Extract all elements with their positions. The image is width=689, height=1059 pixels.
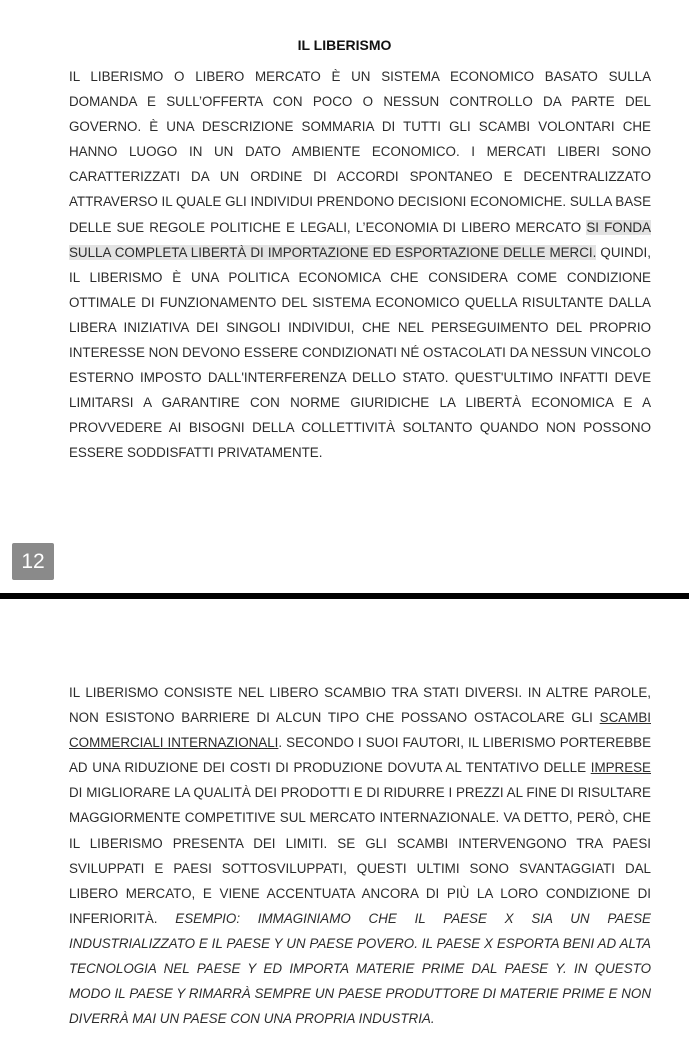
paragraph-free-trade-text-a: IL LIBERISMO CONSISTE NEL LIBERO SCAMBIO TRA STATI DIVERSI. IN ALTRE PAROLE, NON ESISTONO BARRIERE DI ALCUN TIPO CHE POSSANO OSTACOLARE GLI [69, 685, 651, 726]
paragraph-intro-text-a: IL LIBERISMO O LIBERO MERCATO È UN SISTEMA ECONOMICO BASATO SULLA DOMANDA E SULL’OFFERTA CON POCO O NESSUN CONTROLLO DA PARTE DEL GOVERNO. È UNA DESCRIZIONE SOMMARIA DI TUTTI GLI SCAMBI VOLONTARI CHE HANNO LUOGO IN UN DATO AMBIENTE ECONOMICO. I MERCATI LIBERI SONO CARATTERIZZATI DA UN ORDINE DI ACCORDI SPONTANEO E DECENTRALIZZATO ATTRAVERSO IL QUALE GLI INDIVIDUI PRENDONO DECISIONI ECONOMICHE. SULLA BASE DELLE SUE REGOLE POLITICHE E LEGALI, L’ECONOMIA DI LIBERO MERCATO [69, 69, 651, 235]
link-scambi-commerciali[interactable]: SCAMBI COMMERCIALI INTERNAZIONALI [69, 710, 651, 751]
example-text: ESEMPIO: IMMAGINIAMO CHE IL PAESE X SIA UN PAESE INDUSTRIALIZZATO E IL PAESE Y UN PAESE POVERO. IL PAESE X ESPORTA BENI AD ALTA TECNOLOGIA NEL PAESE Y ED IMPORTA MATERIE PRIME DAL PAESE Y. IN QUESTO MODO IL PAESE Y RIMARRÀ SEMPRE UN PAESE PRODUTTORE DI MATERIE PRIME E NON DIVERRÀ MAI UN PAESE CON UNA PROPRIA INDUSTRIA. [69, 910, 651, 1027]
page-number-badge: 12 [12, 543, 54, 580]
paragraph-intro [69, 64, 651, 466]
highlighted-text: SI FONDA SULLA COMPLETA LIBERTÀ DI IMPORTAZIONE ED ESPORTAZIONE DELLE MERCI. [69, 219, 651, 260]
page-divider [0, 593, 689, 599]
link-imprese[interactable]: IMPRESE [590, 760, 651, 776]
paragraph-free-trade [69, 680, 651, 1031]
paragraph-free-trade-text-c: DI MIGLIORARE LA QUALITÀ DEI PRODOTTI E DI RIDURRE I PREZZI AL FINE DI RISULTARE MAGGIORMENTE COMPETITIVE SUL MERCATO INTERNAZIONALE. VA DETTO, PERÒ, CHE IL LIBERISMO PRESENTA DEI LIMITI. SE GLI SCAMBI INTERVENGONO TRA PAESI SVILUPPATI E PAESI SOTTOSVILUPPATI, QUESTI ULTIMI SONO SVANTAGGIATI DAL LIBERO MERCATO, E VIENE ACCENTUATA ANCORA DI PIÙ LA LORO CONDIZIONE DI INFERIORITÀ. [69, 785, 651, 926]
document-title: IL LIBERISMO [297, 37, 392, 53]
paragraph-intro-text-b: QUINDI, IL LIBERISMO È UNA POLITICA ECONOMICA CHE CONSIDERA COME CONDIZIONE OTTIMALE DI FUNZIONAMENTO DEL SISTEMA ECONOMICO QUELLA RISULTANTE DALLA LIBERA INIZIATIVA DEI SINGOLI INDIVIDUI, CHE NEL PERSEGUIMENTO DEL PROPRIO INTERESSE NON DEVONO ESSERE CONDIZIONATI NÉ OSTACOLATI DA NESSUN VINCOLO ESTERNO IMPOSTO DALL'INTERFERENZA DELLO STATO. QUEST'ULTIMO INFATTI DEVE LIMITARSI A GARANTIRE CON NORME GIURIDICHE LA LIBERTÀ ECONOMICA E A PROVVEDERE AI BISOGNI DELLA COLLETTIVITÀ SOLTANTO QUANDO NON POSSONO ESSERE SODDISFATTI PRIVATAMENTE. [69, 244, 651, 461]
paragraph-free-trade-text-b: . SECONDO I SUOI FAUTORI, IL LIBERISMO PORTEREBBE AD UNA RIDUZIONE DEI COSTI DI PRODUZIONE DOVUTA AL TENTATIVO DELLE [69, 735, 651, 776]
